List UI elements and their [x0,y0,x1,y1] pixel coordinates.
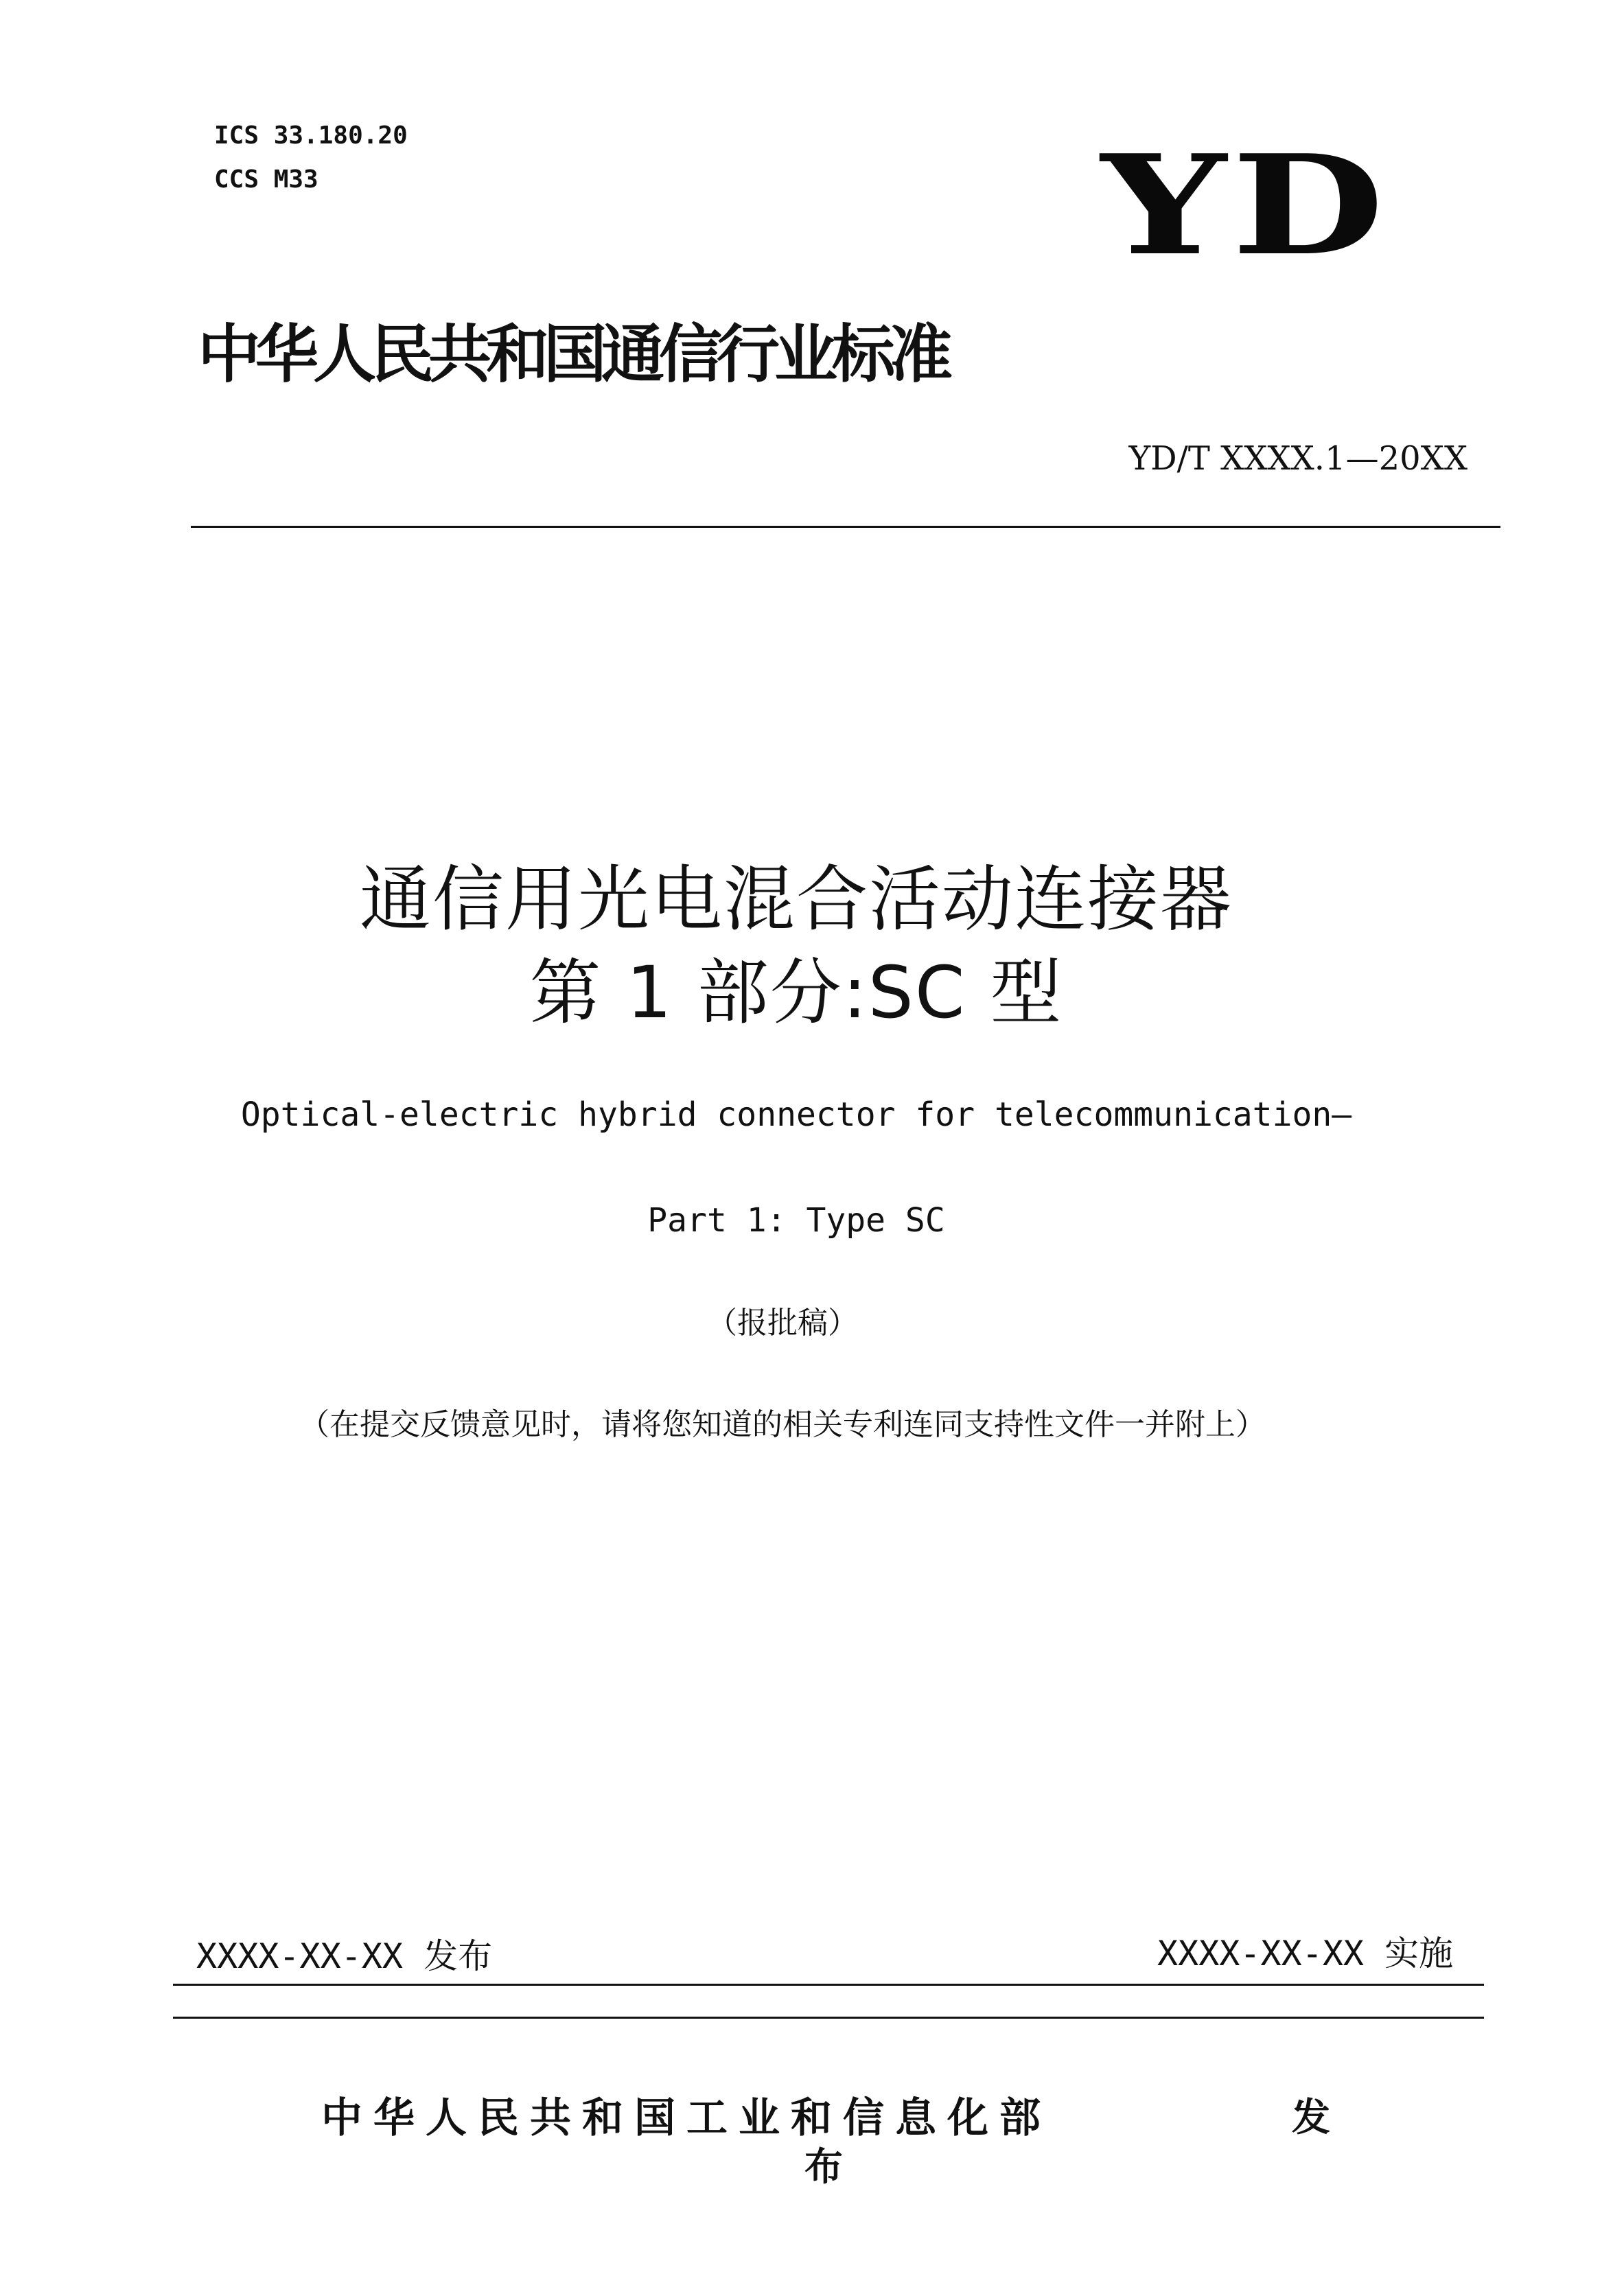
document-title-en-line1: Optical-electric hybrid connector for telecommunication— [240,1095,1352,1134]
standard-code: YD/T XXXX.1—20XX [1128,439,1468,478]
ccs-code: CCS M33 [214,165,318,194]
publish-date: XXXX-XX-XX 发布 [196,1936,493,1976]
document-title-en-line2: Part 1: Type SC [647,1201,945,1240]
yd-logo: YD [1101,125,1390,286]
footer-divider-upper [173,1984,1484,1986]
document-title-cn-line1: 通信用光电混合活动连接器 [359,857,1233,941]
draft-status: （报批稿） [707,1306,858,1341]
document-title-cn-line2: 第 1 部分:SC 型 [529,951,1063,1034]
footer-divider-lower [173,2017,1484,2019]
implement-date: XXXX-XX-XX 实施 [1157,1934,1454,1973]
standard-type-heading: 中华人民共和国通信行业标准 [198,318,948,391]
patent-note: （在提交反馈意见时，请将您知道的相关专利连同支持性文件一并附上） [299,1407,1266,1442]
ics-code: ICS 33.180.20 [214,121,408,150]
issue-label-part2: 布 [804,2145,843,2190]
issue-label-part1: 发 [1292,2096,1330,2140]
header-divider [191,526,1500,528]
issuing-authority: 中华人民共和国工业和信息化部 [321,2094,1052,2142]
